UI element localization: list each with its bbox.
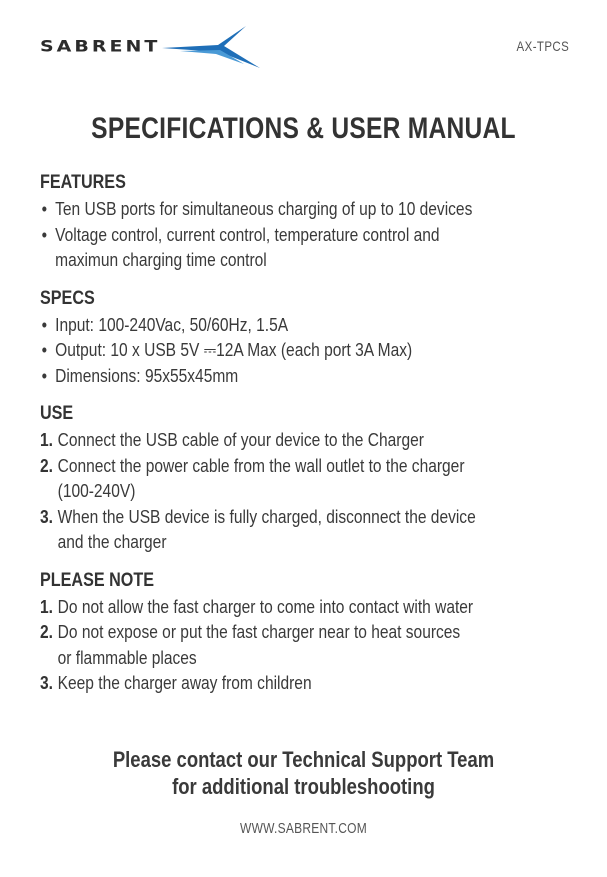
section-title: PLEASE NOTE: [40, 569, 154, 591]
section-title: SPECS: [40, 287, 95, 309]
list-item-continuation: (100-240V): [57, 480, 136, 501]
bullet: •: [41, 364, 48, 386]
step-number: 3.: [40, 505, 53, 527]
list-item: 3. Keep the charger away from children: [40, 670, 578, 696]
bullet: •: [41, 313, 48, 335]
step-number: 2.: [40, 454, 53, 476]
step-number: 3.: [40, 672, 53, 693]
support-message: [49, 746, 559, 800]
list-item: • Dimensions: 95x55x45mm: [40, 363, 576, 389]
website-link[interactable]: WWW.SABRENT.COM: [240, 820, 367, 837]
list-item: 1. Do not allow the fast charger to come into contact with water: [40, 594, 578, 620]
list-item-continuation: or flammable places: [57, 646, 197, 668]
features-section: [40, 170, 580, 273]
list-item-continuation: and the charger: [57, 531, 167, 552]
manual-content: [40, 170, 580, 709]
step-number: 1.: [40, 429, 53, 450]
list-item: • Input: 100-240Vac, 50/60Hz, 1.5A: [40, 312, 576, 338]
section-title: FEATURES: [40, 172, 126, 193]
list-item: 2. Connect the power cable from the wall outlet to the charger: [40, 453, 578, 479]
support-line-1: Please contact our Technical Support Team: [112, 747, 495, 772]
step-number: 2.: [40, 621, 53, 642]
list-item: 1. Connect the USB cable of your device to the Charger: [40, 427, 578, 453]
list-item: 2. Do not expose or put the fast charger near to heat sources: [40, 619, 578, 645]
specs-section: [40, 286, 580, 389]
sabrent-logo: [40, 22, 240, 72]
list-item: • Ten USB ports for simultaneous charging of up to 10 devices: [40, 196, 576, 222]
swoosh-icon: [160, 24, 260, 70]
list-item: • Output: 10 x USB 5V ⎓12A Max (each port 3A Max): [40, 337, 576, 363]
support-line-2: for additional troubleshooting: [172, 774, 435, 799]
step-number: 1.: [40, 595, 53, 617]
page-title: SPECIFICATIONS & USER MANUAL: [91, 112, 516, 145]
model-number: AX-TPCS: [516, 38, 569, 54]
list-item-continuation: maximun charging time control: [55, 249, 267, 270]
please-note-section: [40, 568, 580, 696]
bullet: •: [41, 339, 48, 360]
list-item: 3. When the USB device is fully charged, disconnect the device: [40, 504, 578, 530]
brand-name: SABRENT: [40, 37, 161, 56]
list-item: • Voltage control, current control, temperature control and: [40, 222, 576, 248]
use-section: [40, 401, 580, 555]
bullet: •: [41, 223, 48, 245]
section-title: USE: [40, 403, 74, 424]
bullet: •: [41, 198, 48, 219]
header: [0, 0, 607, 80]
